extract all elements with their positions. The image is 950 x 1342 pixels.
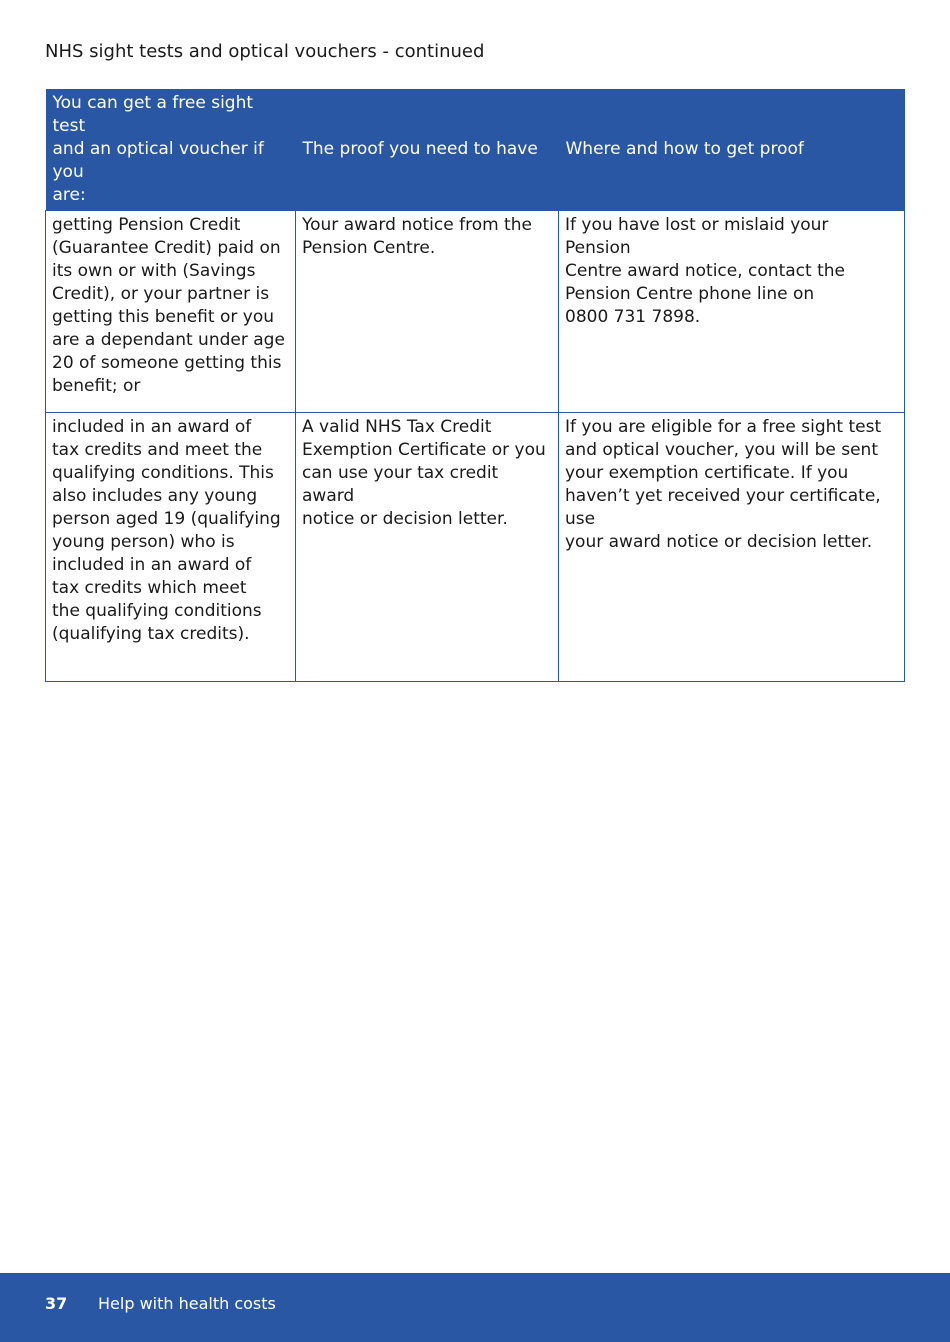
table-body (46, 211, 905, 682)
table-row (46, 413, 905, 682)
header-proof-needed: The proof you need to have (296, 89, 559, 211)
cell-proof-needed: A valid NHS Tax Credit Exemption Certificate or you can use your tax credit award notice or decision letter. (296, 413, 559, 682)
header-eligibility: You can get a free sight test and an optical voucher if you are: (46, 89, 296, 211)
table-header (46, 89, 905, 211)
page-footer (0, 1273, 950, 1342)
page-heading: NHS sight tests and optical vouchers - continued (45, 41, 485, 62)
cell-where-to-get-proof: If you have lost or mislaid your Pension Centre award notice, contact the Pension Centre phone line on 0800 731 7898. (559, 211, 905, 413)
table-row (46, 211, 905, 413)
eligibility-proof-table (45, 89, 905, 682)
table-header-row (46, 89, 905, 211)
cell-where-to-get-proof: If you are eligible for a free sight test and optical voucher, you will be sent your exemption certificate. If you haven’t yet received your certificate, use your award notice or decision letter. (559, 413, 905, 682)
header-where-to-get-proof: Where and how to get proof (559, 89, 905, 211)
footer-title: Help with health costs (98, 1294, 276, 1313)
cell-proof-needed: Your award notice from the Pension Centre. (296, 211, 559, 413)
cell-eligibility: getting Pension Credit (Guarantee Credit) paid on its own or with (Savings Credit), or your partner is getting this benefit or you are a dependant under age 20 of someone getting this benefit; or (46, 211, 296, 413)
cell-eligibility: included in an award of tax credits and meet the qualifying conditions. This also includes any young person aged 19 (qualifying young person) who is included in an award of tax credits which meet the qualifying conditions (qualifying tax credits). (46, 413, 296, 682)
page-number: 37 (45, 1294, 68, 1313)
